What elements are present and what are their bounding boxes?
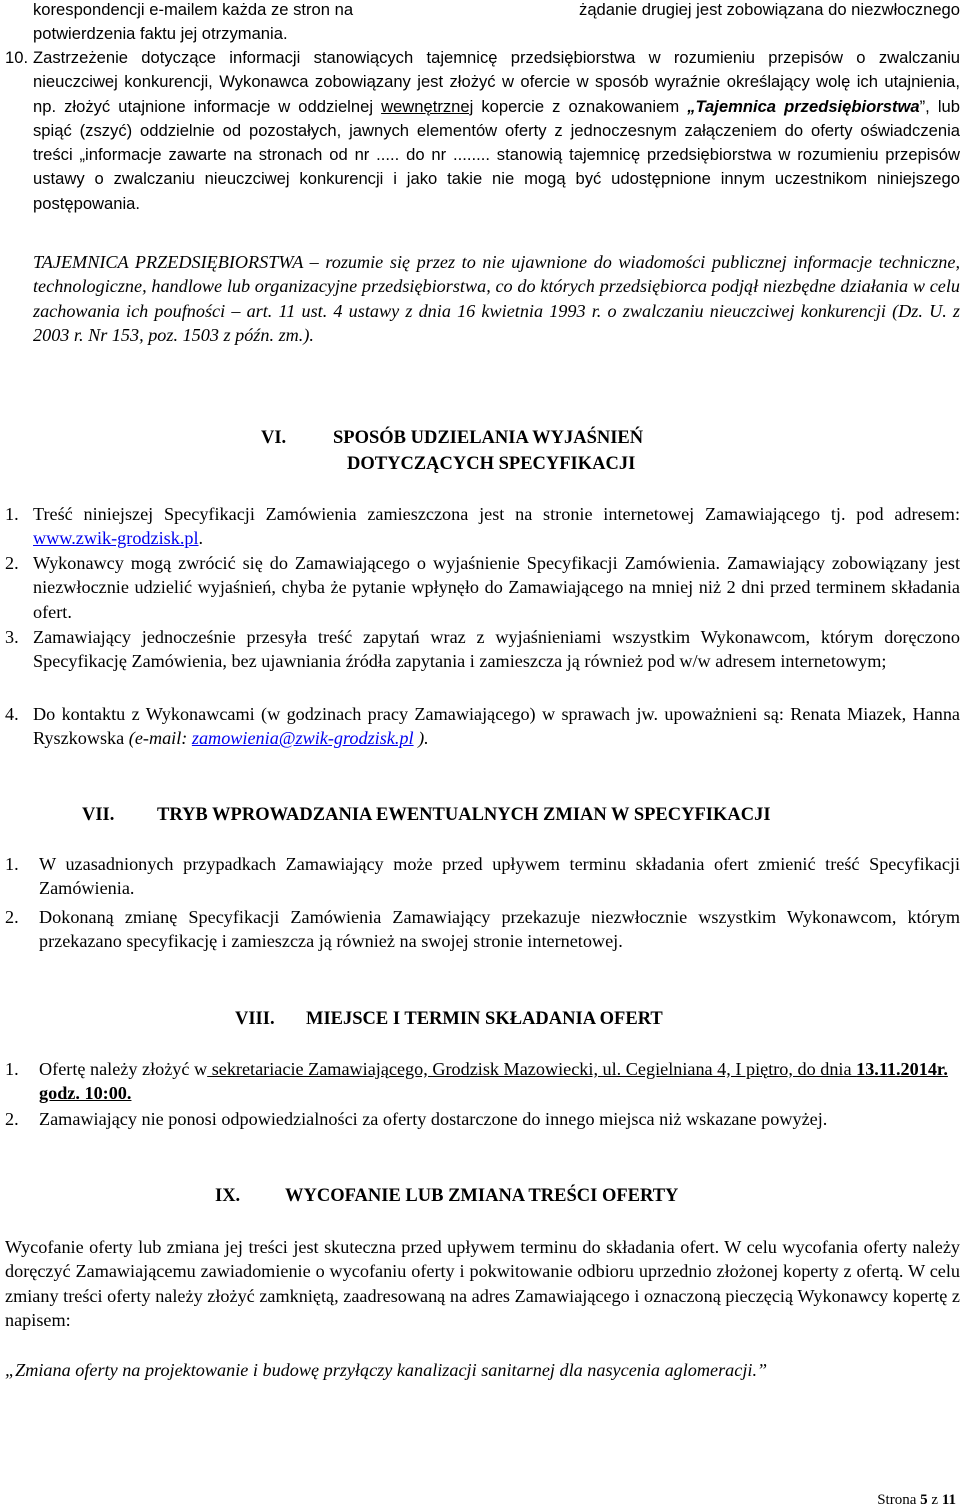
item-text: Do kontaktu z Wykonawcami (w godzinach pracy Zamawiającego) w sprawach jw. upoważnieni są: Renata Miazek, Hanna Ryszkowska: [33, 704, 960, 749]
submission-place: sekretariacie Zamawiającego, Grodzisk Mazowiecki, ul. Cegielniana 4, I piętro, do dnia: [207, 1059, 857, 1079]
list-item-text: [33, 502, 960, 551]
item-text: Treść niniejszej Specyfikacji Zamówienia zamieszczona jest na stronie internetowej Zamawiającego tj. pod adresem:: [33, 504, 960, 524]
trade-secret-definition-text: TAJEMNICA PRZEDSIĘBIORSTWA – rozumie się przez to nie ujawnione do wiadomości publicznej informacje techniczne, technologiczne, handlowe lub organizacyjne przedsiębiorstwa, co do których przedsiębiorca podjął niezbędne działania w celu zachowania ich poufności – art. 11 ust. 4 ustawy z dnia 16 kwietnia 1993 r. o zwalczaniu nieuczciwej konkurencji (Dz. U. z 2003 r. Nr 153, poz. 1503 z późn. zm.).: [33, 252, 960, 345]
list-item-text: Wykonawcy mogą zwrócić się do Zamawiającego o wyjaśnienie Specyfikacji Zamówienia. Zamawiający zobowiązany jest niezwłocznie udzielić wyjaśnień, chyba że pytanie wpłynęło do Zamawiającego na mniej niż 2 dni przed terminem składania ofert.: [33, 553, 960, 622]
section-ix-heading: [0, 1184, 960, 1210]
section-ix-quote: „Zmiana oferty na projektowanie i budowę przyłączy kanalizacji sanitarnej dla nasycenia aglomeracji.”: [5, 1360, 768, 1380]
section-vii-item-1: [5, 852, 960, 901]
page-footer: [877, 1490, 956, 1510]
list-item-text: Zamawiający jednocześnie przesyła treść zapytań wraz z wyjaśnieniami wszystkim Wykonawcom, którym doręczono Specyfikację Zamówienia, bez ujawniania źródła zapytania i zamieszcza ją również pod w/w adresem internetowym;: [33, 627, 960, 672]
list-item-text: [33, 702, 960, 751]
intro-line-1-left: korespondencji e-mailem każda ze stron na: [33, 0, 354, 19]
list-item-text: Zamawiający nie ponosi odpowiedzialności za oferty dostarczone do innego miejsca niż wskazane powyżej.: [39, 1109, 828, 1129]
section-viii-number: VIII.: [235, 1009, 275, 1029]
section-vii-number: VII.: [82, 805, 115, 825]
list-number: 1.: [5, 1059, 19, 1079]
intro-line-2: potwierdzenia faktu jej otrzymania.: [33, 24, 288, 44]
section-viii-item-1: [5, 1057, 960, 1106]
section-vii-title: TRYB WPROWADZANIA EWENTUALNYCH ZMIAN W SPECYFIKACJI: [157, 805, 771, 825]
section-ix-paragraph: Wycofanie oferty lub zmiana jej treści jest skuteczna przed upływem terminu do składania ofert. W celu wycofania oferty należy doręczyć Zamawiającemu zawiadomienie o wycofaniu oferty i pokwitowanie odbioru uprzednio złożonej koperty z ofertą. W celu zmiany treści oferty należy złożyć zamkniętą, zaadresowaną na adres Zamawiającego i oznaczoną pieczęcią Wykonawcy kopertę z napisem:: [5, 1237, 960, 1330]
intro-line-1-right: żądanie drugiej jest zobowiązana do niezwłocznego: [579, 0, 960, 19]
section-ix-title: WYCOFANIE LUB ZMIANA TREŚCI OFERTY: [285, 1186, 679, 1206]
list-number: 2.: [5, 1109, 19, 1129]
footer-of: z: [931, 1492, 939, 1508]
section-vii-heading: [0, 803, 960, 829]
section-viii-title: MIEJSCE I TERMIN SKŁADANIA OFERT: [306, 1009, 663, 1029]
section-vi-title-line-2: DOTYCZĄCYCH SPECYFIKACJI: [347, 454, 636, 474]
item-10: [5, 46, 960, 216]
intro-line-1: [33, 0, 960, 22]
footer-label: Strona: [877, 1492, 917, 1508]
intro-paragraph: [33, 0, 960, 47]
section-vi-heading: [0, 426, 960, 476]
list-item-text: W uzasadnionych przypadkach Zamawiający może przed upływem terminu składania ofert zmienić treść Specyfikacji Zamówienia.: [39, 854, 960, 899]
list-item-text: [39, 1057, 960, 1106]
section-viii-heading: [0, 1007, 960, 1033]
item-text-after: .: [198, 528, 204, 549]
section-ix-number: IX.: [215, 1186, 241, 1206]
list-number: 1.: [5, 854, 19, 874]
list-number: 2.: [5, 553, 19, 573]
section-vi-item-2: [5, 551, 960, 624]
item-10-confidential-label: „Tajemnica przedsiębiorstwa: [687, 96, 920, 116]
footer-page-number: 5: [920, 1492, 928, 1508]
item-10-text-b: kopercie z oznakowaniem: [481, 96, 680, 116]
section-vi-item-4: [5, 702, 960, 751]
section-viii-item-2: [5, 1107, 960, 1131]
item-10-text-c: ”, lub spiąć (zszyć) oddzielnie od pozostałych, jawnych elementów oferty z jednoczesnym załączeniem do oferty oświadczenia treści „informacje zawarte na stronach od nr ..... do nr ........ stanowią tajemnicę przedsiębiorstwa w rozumieniu przepisów ustawy o zwalczaniu nieuczciwej konkurencji i jako takie nie mogą być udostępnione innym uczestnikom niniejszego postępowania.: [33, 96, 960, 213]
list-item-text: Dokonaną zmianę Specyfikacji Zamówienia Zamawiający przekazuje niezwłocznie wszystkim Wykonawcom, którym przekazano specyfikację i zamieszcza ją również na swojej stronie internetowej.: [39, 907, 960, 952]
email-suffix: ).: [418, 728, 429, 749]
section-vi-item-1: [5, 502, 960, 551]
section-vi-item-3: [5, 625, 960, 674]
item-10-text-a: Zastrzeżenie dotyczące informacji stanowiących tajemnicę przedsiębiorstwa w rozumieniu przepisów o zwalczaniu nieuczciwej konkurencji, Wykonawca zobowiązany jest złożyć w ofercie w sposób wyraźnie określający wolę ich utajnienia, np. złożyć utajnione informacje w oddzielnej: [33, 48, 960, 116]
list-number: 2.: [5, 907, 19, 927]
email-prefix: (e-mail:: [128, 728, 188, 749]
list-number: 3.: [5, 627, 19, 647]
item-10-body: [33, 46, 960, 216]
trade-secret-definition: [33, 250, 960, 347]
section-vi-number: VI.: [261, 428, 287, 448]
section-vi-title-line-1: SPOSÓB UDZIELANIA WYJAŚNIEŃ: [333, 428, 644, 448]
item-text: Ofertę należy złożyć w: [39, 1059, 208, 1079]
submission-deadline: 13.11.2014r. godz. 10:00.: [39, 1059, 948, 1104]
website-link[interactable]: www.zwik-grodzisk.pl: [33, 528, 199, 549]
footer-total-pages: 11: [941, 1492, 956, 1508]
item-10-number: 10.: [5, 48, 29, 67]
section-vii-item-2: [5, 905, 960, 954]
email-link[interactable]: zamowienia@zwik-grodzisk.pl: [191, 728, 414, 749]
list-number: 4.: [5, 704, 19, 724]
list-number: 1.: [5, 504, 19, 524]
item-10-underlined: wewnętrznej: [381, 96, 474, 116]
